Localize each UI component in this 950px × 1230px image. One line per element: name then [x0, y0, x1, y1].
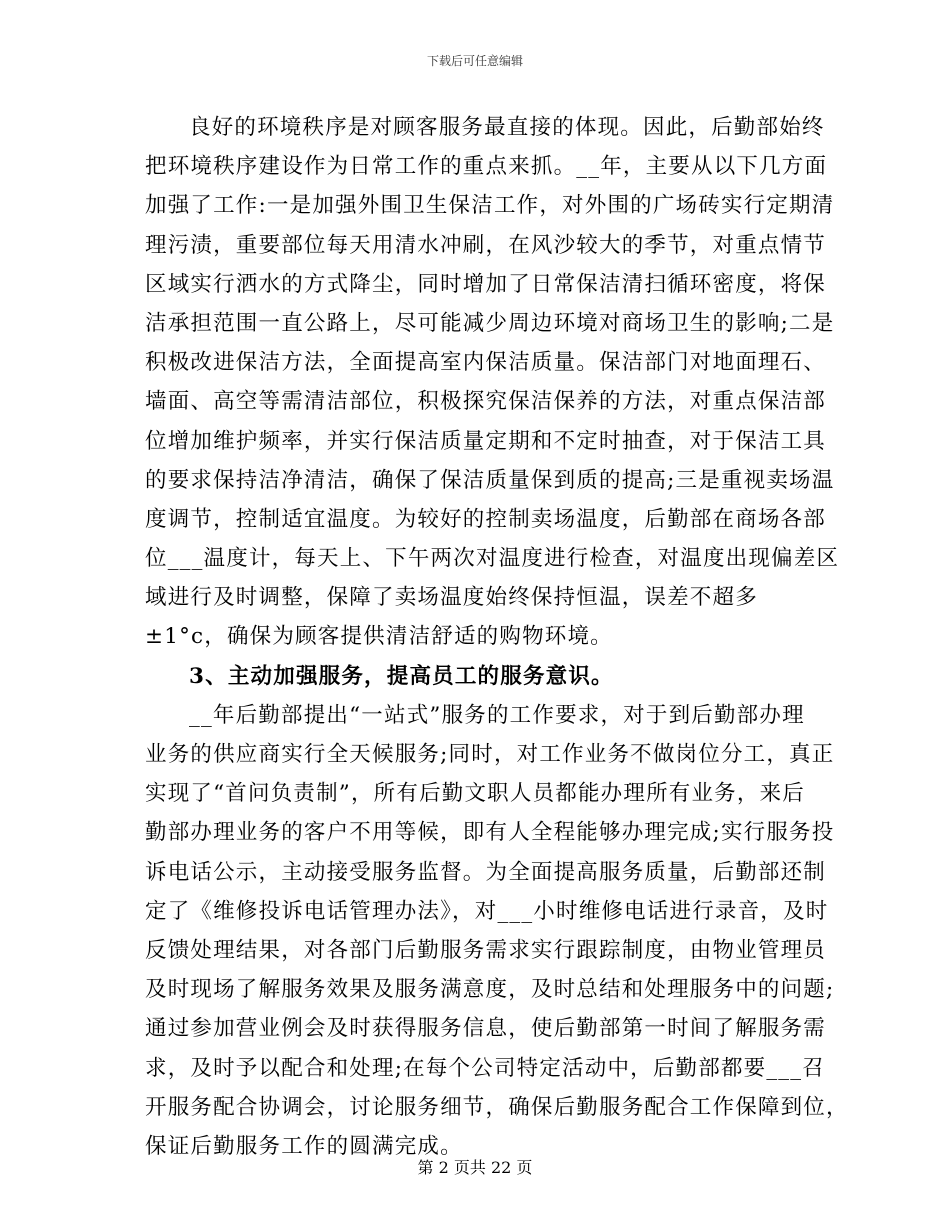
- body-text-line: 位___温度计，每天上、下午两次对温度进行检查，对温度出现偏差区: [145, 546, 840, 572]
- body-text-line: 诉电话公示，主动接受服务监督。为全面提高服务质量，后勤部还制: [145, 859, 827, 885]
- body-text-line: 业务的供应商实行全天候服务;同时，对工作业务不做岗位分工，真正: [145, 742, 835, 767]
- body-text-line: 开服务配合协调会，讨论服务细节，确保后勤服务配合工作保障到位，: [145, 1094, 849, 1120]
- body-text-line: 洁承担范围一直公路上，尽可能减少周边环境对商场卫生的影响;二是: [145, 310, 835, 336]
- body-text-line: 勤部办理业务的客户不用等候，即有人全程能够办理完成;实行服务投: [145, 820, 835, 846]
- body-text-line: 及时现场了解服务效果及服务满意度，及时总结和处理服务中的问题;: [145, 977, 835, 1003]
- body-text-line: 良好的环境秩序是对顾客服务最直接的体现。因此，后勤部始终: [189, 115, 825, 140]
- document-body: [145, 108, 849, 1166]
- body-text-line: 墙面、高空等需清洁部位，积极探究保洁保养的方法，对重点保洁部: [145, 389, 827, 415]
- body-text-line: __年后勤部提出“一站式”服务的工作要求，对于到后勤部办理: [189, 702, 805, 728]
- body-text-line: 加强了工作:一是加强外围卫生保洁工作，对外围的广场砖实行定期清: [145, 193, 835, 219]
- body-text-line: 通过参加营业例会及时获得服务信息，使后勤部第一时间了解服务需: [145, 1016, 827, 1042]
- body-text-line: 理污渍，重要部位每天用清水冲刷，在风沙较大的季节，对重点情节: [145, 232, 827, 258]
- page-footer: 第 2 页共 22 页: [417, 1158, 533, 1177]
- body-text-line: 实现了“首问负责制”，所有后勤文职人员都能办理所有业务，来后: [145, 781, 805, 807]
- section-heading: 3、主动加强服务，提高员工的服务意识。: [189, 663, 614, 689]
- body-text-line: 区域实行洒水的方式降尘，同时增加了日常保洁清扫循环密度，将保: [145, 271, 827, 297]
- body-text-line: 的要求保持洁净清洁，确保了保洁质量保到质的提高;三是重视卖场温: [145, 467, 835, 493]
- body-text-line: 位增加维护频率，并实行保洁质量定期和不定时抽查，对于保洁工具: [145, 428, 827, 454]
- page-header: 下载后可任意编辑: [426, 54, 523, 68]
- body-text-line: 域进行及时调整，保障了卖场温度始终保持恒温，误差不超多: [145, 585, 758, 611]
- body-text-line: 积极改进保洁方法，全面提高室内保洁质量。保洁部门对地面理石、: [145, 350, 827, 376]
- body-text-line: 反馈处理结果，对各部门后勤服务需求实行跟踪制度，由物业管理员: [145, 937, 827, 963]
- body-text-line: 度调节，控制适宜温度。为较好的控制卖场温度，后勤部在商场各部: [145, 506, 827, 532]
- body-text-line: 定了《维修投诉电话管理办法》，对___小时维修电话进行录音，及时: [145, 898, 829, 924]
- body-text-line: ±1°c，确保为顾客提供清洁舒适的购物环境。: [145, 624, 613, 650]
- body-text-line: 求，及时予以配合和处理;在每个公司特定活动中，后勤部都要___召: [145, 1055, 825, 1081]
- body-text-line: 保证后勤服务工作的圆满完成。: [145, 1133, 463, 1159]
- body-text-line: 把环境秩序建设作为日常工作的重点来抓。__年，主要从以下几方面: [145, 154, 828, 180]
